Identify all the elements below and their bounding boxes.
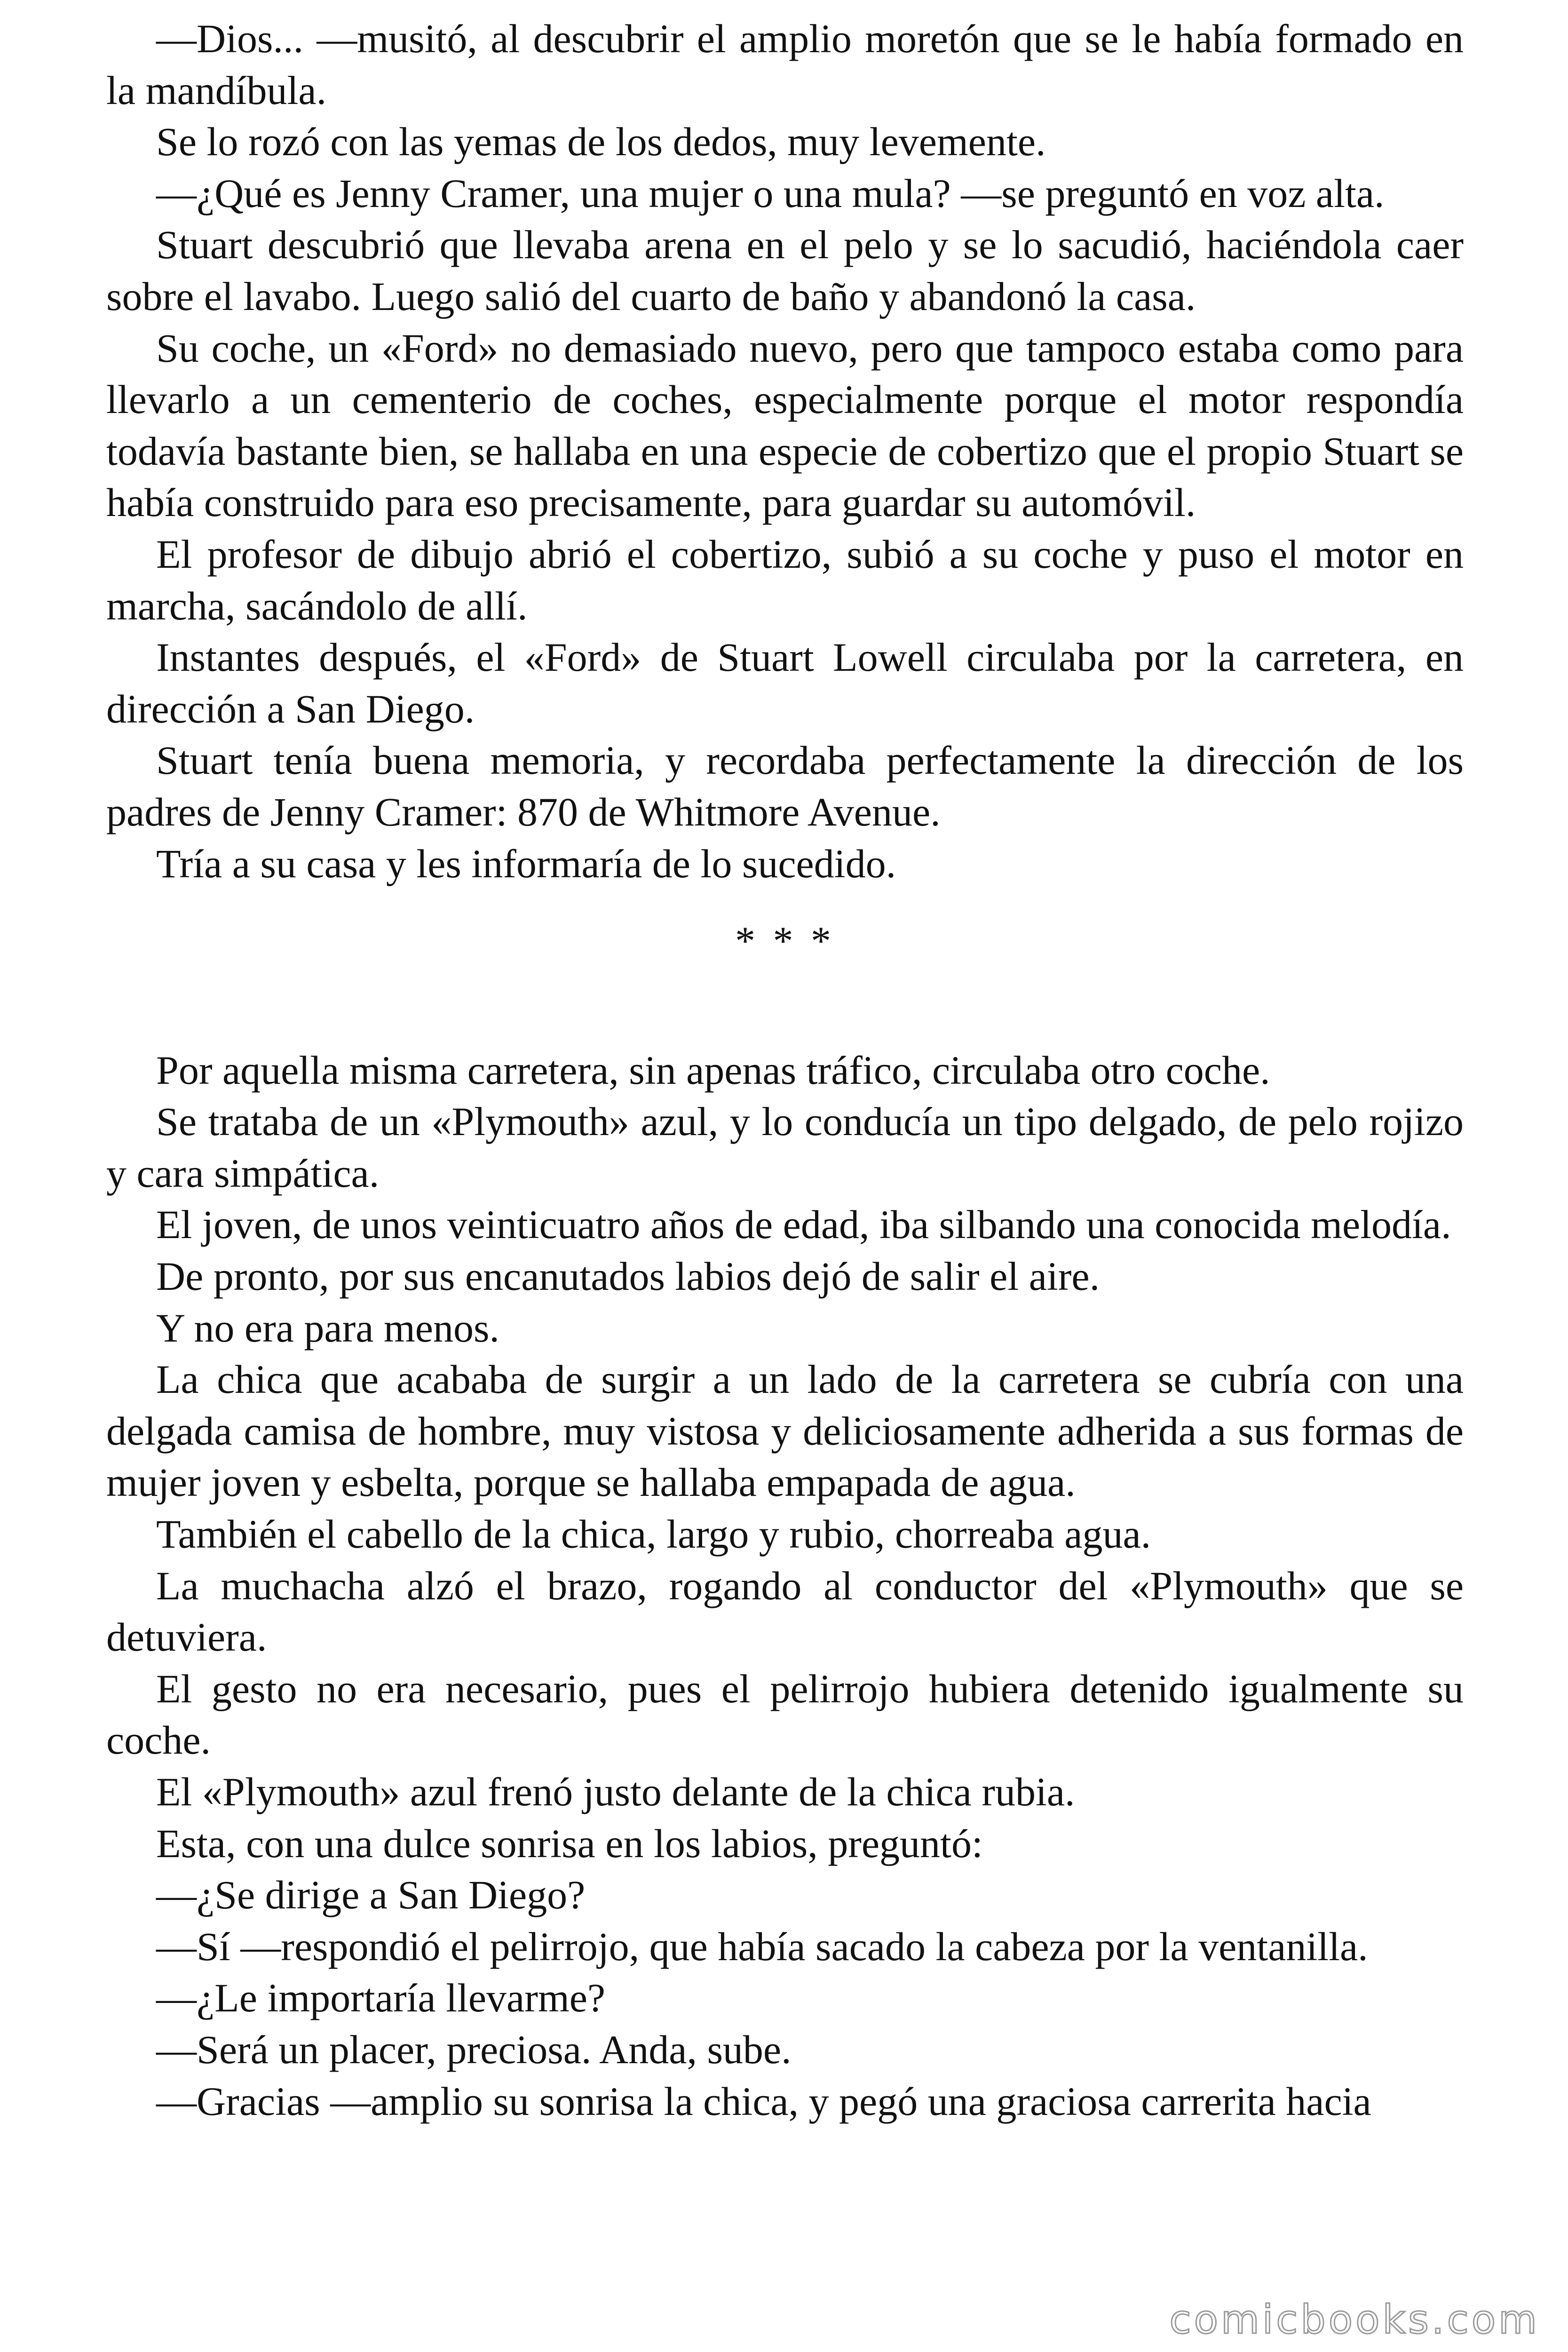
paragraph: La muchacha alzó el brazo, rogando al conductor del «Plymouth» que se detuviera. — [106, 1563, 1464, 1660]
paragraph: El joven, de unos veinticuatro años de edad, iba silbando una conocida melodía. — [156, 1202, 1451, 1248]
paragraph: Stuart descubrió que llevaba arena en el pelo y se lo sacudió, haciéndola caer sobre el lavabo. Luego salió del cuarto de baño y abandonó la casa. — [106, 222, 1464, 319]
paragraph: También el cabello de la chica, largo y rubio, chorreaba agua. — [156, 1511, 1151, 1557]
paragraph: —Sí —respondió el pelirrojo, que había sacado la cabeza por la ventanilla. — [156, 1923, 1368, 1969]
paragraph: Por aquella misma carretera, sin apenas tráfico, circulaba otro coche. — [156, 1047, 1270, 1093]
paragraph: —Será un placer, preciosa. Anda, sube. — [156, 2026, 792, 2072]
paragraph: Se trataba de un «Plymouth» azul, y lo conducía un tipo delgado, de pelo rojizo y cara simpática. — [106, 1099, 1464, 1196]
watermark: comicbooks.com — [1169, 2296, 1540, 2343]
paragraph: —¿Se dirige a San Diego? — [156, 1872, 586, 1918]
scene-separator: * * * — [735, 918, 835, 964]
paragraph: Su coche, un «Ford» no demasiado nuevo, pero que tampoco estaba como para llevarlo a un cementerio de coches, especialmente porque el motor respondía todavía bastante bien, se hallaba en una especie de cobertizo que el propio Stuart se había construido para eso precisamente, para guardar su automóvil. — [106, 325, 1464, 525]
paragraph: —¿Le importaría llevarme? — [156, 1975, 606, 2021]
paragraph: El profesor de dibujo abrió el cobertizo, subió a su coche y puso el motor en marcha, sacándolo de allí. — [106, 531, 1464, 628]
paragraph: De pronto, por sus encanutados labios dejó de salir el aire. — [156, 1254, 1100, 1299]
paragraph: Y no era para menos. — [156, 1305, 499, 1351]
paragraph: La chica que acababa de surgir a un lado de la carretera se cubría con una delgada camisa de hombre, muy vistosa y deliciosamente adherida a sus formas de mujer joven y esbelta, porque se hallaba empapada de agua. — [106, 1357, 1464, 1505]
paragraph: Instantes después, el «Ford» de Stuart Lowell circulaba por la carretera, en dirección a San Diego. — [106, 635, 1464, 731]
paragraph: El gesto no era necesario, pues el pelirrojo hubiera detenido igualmente su coche. — [106, 1666, 1464, 1763]
paragraph: El «Plymouth» azul frenó justo delante de la chica rubia. — [156, 1769, 1075, 1814]
paragraph: Stuart tenía buena memoria, y recordaba perfectamente la dirección de los padres de Jenny Cramer: 870 de Whitmore Avenue. — [106, 738, 1464, 834]
paragraph: —Dios... —musitó, al descubrir el amplio moretón que se le había formado en la mandíbula. — [106, 16, 1464, 113]
book-page — [106, 13, 1464, 2127]
paragraph: Tría a su casa y les informaría de lo sucedido. — [156, 841, 896, 886]
paragraph: —¿Qué es Jenny Cramer, una mujer o una mula? —se preguntó en voz alta. — [156, 170, 1385, 216]
paragraph: Esta, con una dulce sonrisa en los labios, preguntó: — [156, 1820, 983, 1866]
paragraph: Se lo rozó con las yemas de los dedos, muy levemente. — [156, 119, 1046, 165]
paragraph: —Gracias —amplio su sonrisa la chica, y pegó una graciosa carrerita hacia — [156, 2078, 1371, 2124]
